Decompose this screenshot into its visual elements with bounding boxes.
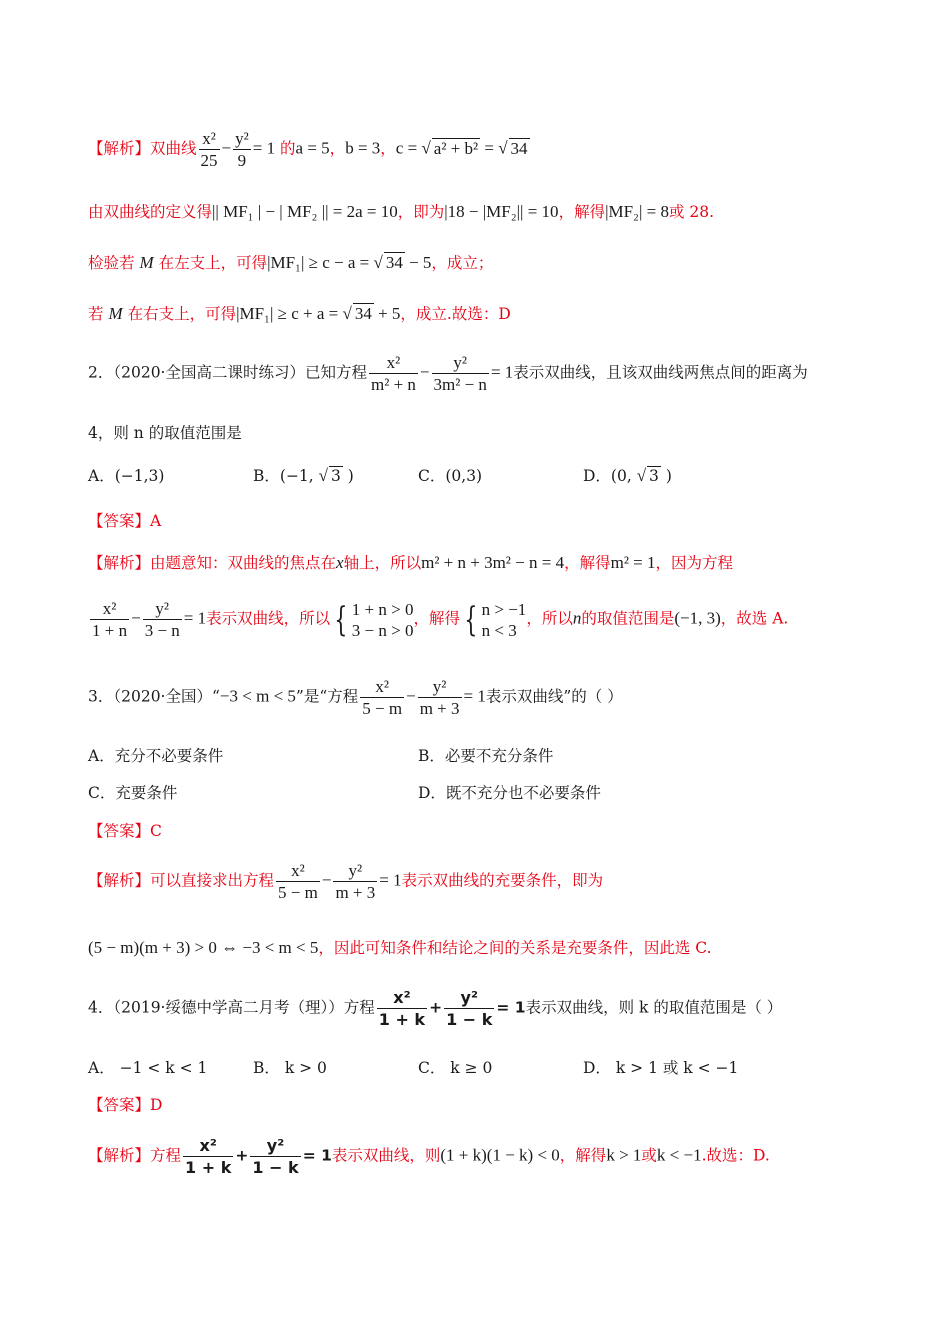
numerator: x² — [90, 598, 129, 620]
text: 检验若 — [88, 254, 135, 272]
math: k < −1 — [656, 1145, 702, 1165]
text: 表示双曲线，且该双曲线两焦点间的距离为 — [513, 363, 808, 382]
question-3-analysis-1 — [88, 860, 603, 903]
text: 或 28. — [668, 203, 715, 221]
minus: − — [131, 608, 141, 628]
text: B．(−1, — [253, 467, 319, 485]
math: n — [572, 608, 582, 628]
numerator: y² — [418, 676, 462, 698]
fraction — [183, 1135, 233, 1178]
question-3-options-row2 — [88, 781, 601, 803]
text: 4．（2019·绥德中学高二月考（理））方程 — [88, 998, 375, 1017]
minus: − — [221, 138, 232, 158]
question-2-stem-cont: 4，则 n 的取值范围是 — [88, 424, 242, 442]
text: ，所以 — [526, 609, 573, 628]
question-4-answer: 【答案】D — [88, 1096, 163, 1114]
radicand: 3 — [649, 467, 659, 485]
denominator: 5 − m — [278, 883, 318, 902]
question-4-options — [88, 1056, 738, 1078]
math: a = 5 — [295, 138, 330, 158]
equals: = 1 — [496, 998, 526, 1017]
numerator: x² — [369, 352, 418, 374]
text: 表示双曲线”的（ ） — [485, 687, 623, 706]
numerator: x² — [183, 1135, 233, 1157]
analysis-tag: 【解析】 — [88, 554, 151, 572]
text: 表示双曲线，则 — [331, 1146, 441, 1165]
text: 由双曲线的定义得 — [88, 203, 213, 221]
denominator: 1 − k — [446, 1010, 493, 1029]
option-d[interactable]: D．既不充分也不必要条件 — [418, 784, 601, 802]
math: b = 3 — [345, 138, 381, 158]
brace: { — [334, 599, 348, 640]
math: = — [480, 138, 499, 158]
equals: = 1 — [463, 686, 486, 706]
radicand: 34 — [385, 253, 403, 272]
denominator: 9 — [237, 151, 247, 170]
analysis-tag: 【解析】 — [88, 1146, 151, 1165]
math: (5 − m)(m + 3) > 0 ⇔ −3 < m < 5 — [88, 938, 319, 957]
text: 的取值范围是 — [581, 609, 675, 628]
fraction — [360, 676, 404, 719]
option-a[interactable]: A． −1 < k < 1 — [88, 1059, 208, 1077]
question-2-analysis-1 — [88, 551, 733, 573]
fraction — [276, 860, 320, 903]
numerator: y² — [444, 987, 494, 1009]
text: 方程 — [150, 1146, 182, 1165]
option-c[interactable]: C． k ≥ 0 — [418, 1059, 493, 1077]
math: − 5 — [404, 253, 432, 272]
text: ”是“方程 — [295, 687, 359, 706]
text: 在右支上，可得 — [127, 305, 237, 323]
question-3-answer: 【答案】C — [88, 822, 162, 840]
numerator: x² — [377, 987, 427, 1009]
text: 若 — [88, 305, 104, 323]
text: 2．（2020·全国高二课时练习）已知方程 — [88, 363, 367, 382]
system — [352, 599, 414, 641]
denominator: m² + n — [371, 375, 416, 394]
radicand: a² + b² — [433, 138, 479, 158]
math: || MF₁ | − | MF₂ || = 2a = 10 — [212, 202, 398, 221]
text: ，成立.故选：D — [400, 305, 511, 323]
minus: − — [321, 870, 332, 890]
math: |MF₁| ≥ c − a = — [267, 253, 374, 272]
text: 3．（2020·全国）“ — [88, 687, 220, 706]
denominator: 1 − k — [252, 1158, 299, 1177]
analysis-line-3: 检验若 M 在左支上，可得|MF₁| ≥ c − a = √ 34 − 5，成立； — [88, 253, 494, 272]
numerator: y² — [143, 598, 182, 620]
fraction — [233, 128, 251, 171]
text: ，解得 — [564, 554, 611, 572]
text: ，因为方程 — [655, 554, 734, 572]
text: ，解得 — [413, 609, 460, 628]
option-c[interactable]: C．(0,3) — [418, 467, 483, 485]
plus: + — [429, 998, 443, 1017]
math: c = — [395, 138, 422, 158]
text: 表示双曲线的充要条件，即为 — [401, 871, 604, 890]
question-3-options-row1 — [88, 744, 553, 766]
denominator: m + 3 — [419, 699, 460, 718]
numerator: x² — [276, 860, 320, 882]
numerator: y² — [250, 1135, 300, 1157]
denominator: 3 − n — [144, 621, 180, 640]
option-c[interactable]: C．充要条件 — [88, 784, 178, 802]
text: 轴上，所以 — [343, 554, 422, 572]
text: ，解得 — [558, 203, 606, 221]
question-4-analysis — [88, 1135, 770, 1178]
text: ，因此可知条件和结论之间的关系是充要条件，因此选 C. — [318, 939, 712, 957]
fraction — [333, 860, 377, 903]
radicand: 34 — [354, 304, 372, 323]
question-4-stem — [88, 987, 782, 1030]
equals: = 1 — [302, 1146, 332, 1165]
math: m² = 1 — [610, 553, 656, 572]
math: M — [139, 253, 154, 272]
minus: − — [406, 686, 416, 706]
fraction — [143, 598, 182, 641]
denominator: 1 + k — [378, 1010, 426, 1029]
denominator: 1 + n — [92, 621, 128, 640]
text: 或 — [641, 1146, 657, 1165]
fraction — [432, 352, 489, 395]
option-b[interactable]: B．(−1, √ 3 ) — [253, 466, 354, 485]
question-2-options — [88, 464, 672, 486]
equals: = 1 — [379, 870, 402, 890]
math: |MF₂| = 8 — [605, 202, 669, 221]
text: ，成立； — [431, 254, 494, 272]
text: ，故选 A. — [720, 609, 789, 628]
inequality: 1 + n > 0 — [351, 599, 414, 619]
text: ，解得 — [559, 1146, 607, 1165]
question-2-analysis-2 — [88, 598, 788, 641]
equals: = 1 — [490, 362, 514, 382]
math: m² + n + 3m² − n = 4 — [421, 553, 565, 572]
text: .故选：D. — [701, 1146, 770, 1165]
analysis-line-4: 若 M 在右支上，可得|MF₁| ≥ c + a = √ 34 + 5，成立.故选：D — [88, 304, 511, 323]
numerator: x² — [360, 676, 404, 698]
numerator: x² — [199, 128, 220, 150]
text: ，即为 — [397, 203, 445, 221]
denominator: 3m² − n — [433, 375, 487, 394]
fraction — [377, 987, 427, 1030]
question-2-answer: 【答案】A — [88, 512, 162, 530]
text: 双曲线 — [150, 139, 197, 158]
math: −3 < m < 5 — [219, 686, 296, 706]
numerator: y² — [235, 129, 249, 148]
math: k > 1 — [606, 1145, 642, 1165]
numerator: y² — [333, 860, 377, 882]
option-a[interactable]: A．充分不必要条件 — [88, 747, 224, 765]
numerator: y² — [432, 352, 489, 374]
question-2-stem — [88, 352, 808, 395]
option-d[interactable]: D．(0, √ 3 ) — [583, 466, 672, 485]
question-3-stem — [88, 676, 623, 719]
text: 表示双曲线，所以 — [206, 609, 331, 628]
analysis-tag: 【解析】 — [88, 871, 151, 890]
denominator: m + 3 — [335, 883, 376, 902]
equals: = 1 — [183, 608, 207, 628]
radicand: 34 — [510, 138, 528, 158]
math: |MF₁| ≥ c + a = — [236, 304, 343, 323]
option-b[interactable]: B． k > 0 — [253, 1059, 327, 1077]
text: 由题意知：双曲线的焦点在 — [150, 554, 337, 572]
denominator: 1 + k — [185, 1158, 232, 1177]
inequality: 3 − n > 0 — [351, 620, 414, 640]
text: 在左支上，可得 — [158, 254, 268, 272]
text: ， — [329, 139, 346, 158]
text: D．(0, — [583, 467, 637, 485]
fraction — [250, 1135, 300, 1178]
math: + 5 — [373, 304, 401, 323]
text: ) — [342, 467, 354, 485]
analysis-line-1: 【解析】双曲线 $\frac{\text{x²}}{25}$ − $\frac{\text{y²}}{9}$ = 1 的a = 5，b = 3，c = √ a² + b² = √ 34 — [88, 129, 528, 170]
fraction — [90, 598, 129, 641]
math: x — [336, 553, 344, 572]
fraction — [444, 987, 494, 1030]
denominator: 25 — [200, 151, 218, 170]
analysis-tag: 【解析】 — [88, 139, 151, 158]
radicand: 3 — [330, 467, 341, 485]
text: ) — [660, 467, 672, 485]
inequality: n < 3 — [481, 620, 517, 640]
option-b[interactable]: B．必要不充分条件 — [418, 747, 554, 765]
text: 表示双曲线，则 k 的取值范围是（ ） — [525, 998, 783, 1017]
question-3-analysis-2 — [88, 936, 712, 958]
analysis-line-2 — [88, 200, 714, 222]
fraction — [369, 352, 418, 395]
system — [482, 599, 527, 641]
math: M — [108, 304, 123, 323]
plus: + — [235, 1146, 249, 1165]
text: ， — [380, 139, 396, 158]
fraction — [418, 676, 462, 719]
option-a[interactable]: A．(−1,3) — [88, 467, 165, 485]
text: 可以直接求出方程 — [150, 871, 275, 890]
math: (−1, 3) — [674, 608, 721, 628]
brace: { — [464, 599, 478, 640]
text: 的 — [280, 139, 296, 158]
math: (1 + k)(1 − k) < 0 — [440, 1145, 560, 1165]
fraction — [199, 128, 220, 171]
math: |18 − |MF₂|| = 10 — [444, 202, 559, 221]
minus: − — [419, 362, 430, 382]
option-d[interactable]: D． k > 1 或 k < −1 — [583, 1059, 739, 1077]
inequality: n > −1 — [481, 599, 527, 619]
denominator: 5 − m — [362, 699, 403, 718]
equals: = 1 — [252, 138, 276, 158]
